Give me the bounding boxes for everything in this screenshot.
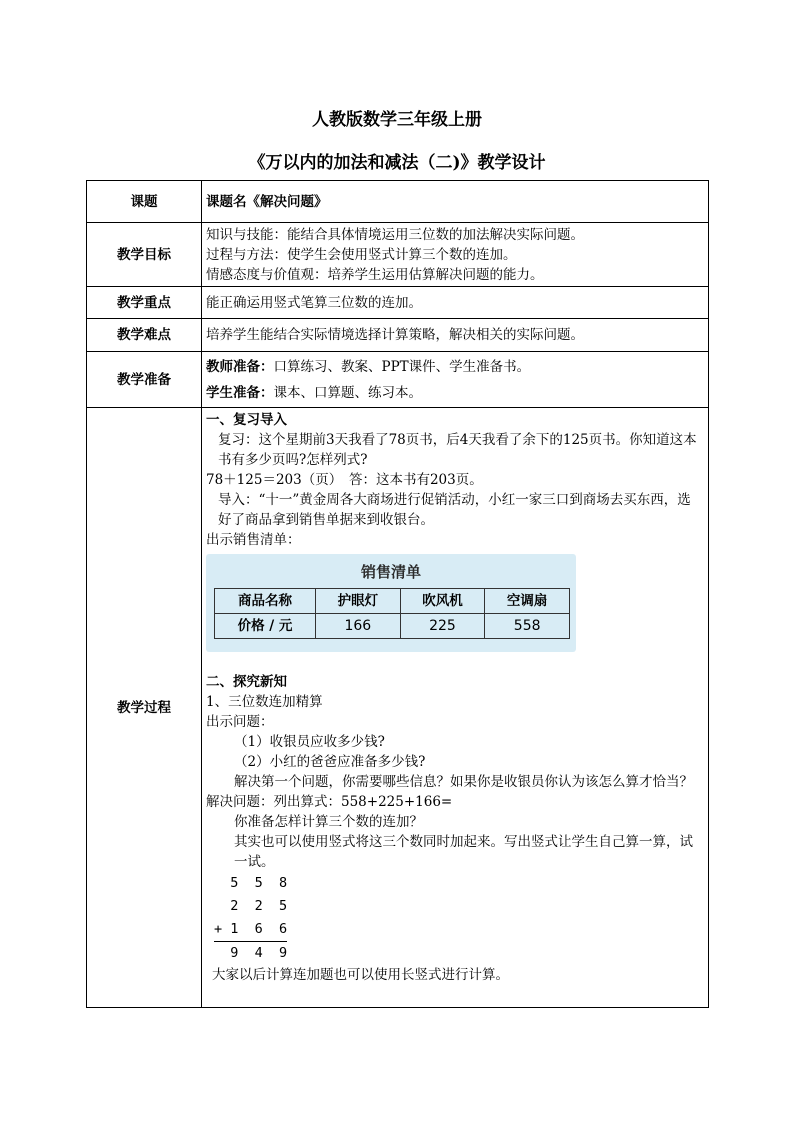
sales-price-cell: 166 <box>316 614 401 639</box>
how-line: 你准备怎样计算三个数的连加？ <box>234 814 423 830</box>
addend-2: 2 2 5 <box>214 898 288 914</box>
objective-line: 知识与技能：能结合具体情境运用三位数的加法解决实际问题。 <box>206 226 584 243</box>
row-difficulty <box>87 319 709 352</box>
sales-list-table <box>214 588 570 639</box>
sales-header-row <box>215 589 570 614</box>
solve-line: 解决问题：列出算式：558+225+166= <box>206 794 453 810</box>
label-difficulty: 教学难点 <box>87 319 202 352</box>
sales-price-cell: 225 <box>400 614 485 639</box>
label-objectives: 教学目标 <box>87 223 202 287</box>
sales-price-row <box>215 614 570 639</box>
student-prep-label: 学生准备： <box>206 384 274 401</box>
show-problem: 出示问题： <box>206 714 274 730</box>
label-process: 教学过程 <box>87 408 202 1008</box>
sales-header-cell: 护眼灯 <box>316 589 401 614</box>
question-2: （2）小红的爸爸应准备多少钱? <box>234 754 426 770</box>
sales-list-image <box>206 554 576 652</box>
vertical-addition <box>214 872 704 965</box>
student-preparation <box>206 383 704 403</box>
preparation-cell <box>202 352 709 408</box>
explain-text: 其实也可以使用竖式将这三个数同时加起来。写出竖式让学生自己算一算，试一试。 <box>234 834 693 870</box>
key-point-value: 能正确运用竖式笔算三位数的连加。 <box>202 287 709 319</box>
sales-header-cell: 吹风机 <box>400 589 485 614</box>
row-topic <box>87 181 709 223</box>
row-process <box>87 408 709 1008</box>
subsection-title: 1、三位数连加精算 <box>206 694 323 710</box>
addend-1: 5 5 8 <box>214 875 288 891</box>
section-review-heading: 一、复习导入 <box>206 412 287 428</box>
row-preparation <box>87 352 709 408</box>
show-sales-list: 出示销售清单： <box>206 532 301 548</box>
teacher-prep-label: 教师准备： <box>206 358 274 375</box>
process-cell <box>202 408 709 1008</box>
addend-3: + 1 6 6 <box>214 918 287 942</box>
label-topic: 课题 <box>87 181 202 223</box>
row-key-point <box>87 287 709 319</box>
lesson-plan-table <box>86 180 709 1008</box>
page-title: 人教版数学三年级上册 <box>312 110 482 130</box>
question-1: （1）收银员应收多少钱? <box>234 734 385 750</box>
objective-line: 情感态度与价值观：培养学生运用估算解决问题的能力。 <box>206 266 544 283</box>
teacher-preparation <box>206 357 704 377</box>
sales-list-title: 销售清单 <box>360 563 421 581</box>
sum-result: 9 4 9 <box>214 945 288 961</box>
sales-price-label: 价格 / 元 <box>215 614 316 639</box>
sales-header-cell: 商品名称 <box>215 589 316 614</box>
question-discussion: 解决第一个问题，你需要哪些信息？如果你是收银员你认为该怎么算才恰当？ <box>234 774 693 790</box>
difficulty-value: 培养学生能结合实际情境选择计算策略，解决相关的实际问题。 <box>202 319 709 352</box>
label-preparation: 教学准备 <box>87 352 202 408</box>
conclusion: 大家以后计算连加题也可以使用长竖式进行计算。 <box>212 967 509 983</box>
label-key-point: 教学重点 <box>87 287 202 319</box>
sales-header-cell: 空调扇 <box>485 589 570 614</box>
sales-price-cell: 558 <box>485 614 570 639</box>
objective-line: 过程与方法：使学生会使用竖式计算三个数的连加。 <box>206 246 517 263</box>
section-explore-heading: 二、探究新知 <box>206 674 287 690</box>
review-text: 复习：这个星期前3天我看了78页书，后4天我看了余下的125页书。你知道这本书有多少页吗?怎样列式? <box>218 432 697 468</box>
row-objectives <box>87 223 709 287</box>
page-subtitle: 《万以内的加法和减法（二)》教学设计 <box>248 153 546 173</box>
objectives-cell <box>202 223 709 287</box>
review-answer: 78＋125＝203（页） 答：这本书有203页。 <box>206 472 483 488</box>
teacher-prep-value: 口算练习、教案、PPT课件、学生准备书。 <box>273 358 531 375</box>
student-prep-value: 课本、口算题、练习本。 <box>273 384 422 401</box>
topic-value: 课题名《解决问题》 <box>202 181 709 223</box>
intro-text: 导入：“十一”黄金周各大商场进行促销活动，小红一家三口到商场去买东西，选好了商品拿到销售单据来到收银台。 <box>218 492 691 528</box>
